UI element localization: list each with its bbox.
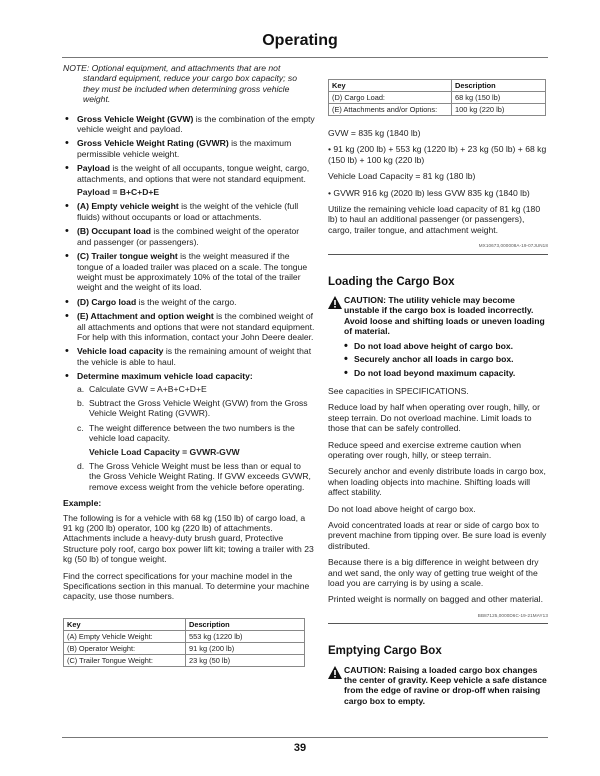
description-cell: 68 kg (150 lb) [452, 92, 546, 104]
paragraph: Avoid concentrated loads at rear or side of cargo box to prevent machine from tipping over. Be sure load is evenly distributed. [328, 519, 547, 551]
step-letter: d. [77, 461, 85, 471]
vlc-result: Vehicle Load Capacity = 81 kg (180 lb) [328, 171, 476, 182]
payload-formula: Payload = B+C+D+E [77, 187, 160, 198]
term: (A) Empty vehicle weight [77, 201, 179, 212]
step-a [77, 384, 315, 394]
section-divider [328, 623, 548, 624]
caution-item: • Do not load beyond maximum capacity. [344, 368, 548, 378]
step-text: The Gross Vehicle Weight must be less than or equal to the Gross Vehicle Weight Rating. If GVW exceeds GVWR, remove excess weight from the vehicle before operating. [89, 461, 311, 492]
column-header: Key [64, 618, 186, 630]
left-column [63, 63, 315, 667]
step-letter: b. [77, 397, 85, 408]
title-divider [62, 57, 548, 58]
definition-occupant-load [63, 226, 315, 247]
section-divider [328, 254, 548, 255]
definition-empty-vehicle-weight [63, 201, 315, 222]
example-table-a-c [63, 618, 305, 667]
gvw-result: GVW = 835 kg (1840 lb) [328, 128, 421, 138]
paragraph: Printed weight is normally on bagged and other material. [328, 594, 543, 605]
paragraph: See capacities in SPECIFICATIONS. [328, 385, 469, 396]
warning-triangle-icon [328, 666, 342, 679]
determine-heading: Determine maximum vehicle load capacity: [77, 371, 253, 382]
column-header: Description [186, 618, 305, 630]
table-row [329, 104, 546, 116]
vlc-calculation: • GVWR 916 kg (2020 lb) less GVW 835 kg (1840 lb) [328, 187, 530, 198]
term: Vehicle load capacity [77, 346, 164, 357]
utilize-text: Utilize the remaining vehicle load capacity of 81 kg (180 lb) to haul an additional passenger (or passengers), cargo, trailer tongue, and attachment weight. [328, 204, 541, 235]
definition-text: is the remaining amount of weight that the vehicle is able to haul. [77, 346, 312, 367]
footer-divider [62, 737, 548, 738]
term: Payload [77, 163, 110, 174]
term: (E) Attachment and option weight [77, 311, 214, 322]
table-row [64, 630, 305, 642]
definition-text: is the combined weight of all attachments and options that were not standard equipment. For help with this information, contact your John Deere dealer. [77, 311, 315, 342]
section-heading-emptying: Emptying Cargo Box [328, 645, 442, 658]
note: NOTE: Optional equipment, and attachments that are not standard equipment, reduce your cargo box capacity; so they must be included when determining gross vehicle weight. [63, 63, 298, 105]
key-cell: (E) Attachments and/or Options: [329, 104, 452, 116]
step-text: Calculate GVW = A+B+C+D+E [89, 383, 207, 394]
term: (D) Cargo load [77, 296, 137, 307]
step-b [77, 398, 315, 419]
example-table-d-e [328, 79, 546, 116]
definition-text: is the weight of all occupants, tongue weight, cargo, attachments, and options that were not standard equipment. [77, 163, 310, 184]
caution-item: • Securely anchor all loads in cargo box. [344, 354, 548, 364]
definition-attachment-weight [63, 311, 315, 342]
definition-vehicle-load-capacity [63, 346, 315, 367]
determine-capacity [63, 371, 315, 492]
definitions-list [63, 114, 315, 493]
term: (C) Trailer tongue weight [77, 251, 178, 262]
description-cell: 91 kg (200 lb) [186, 642, 305, 654]
gvw-calculation: • 91 kg (200 lb) + 553 kg (1220 lb) + 23 kg (50 lb) + 68 kg (150 lb) + 100 kg (220 lb) [328, 144, 547, 165]
reference-code: BB87125,0000D6C-19-21MAY13 [477, 612, 548, 618]
term: Gross Vehicle Weight Rating (GVWR) [77, 138, 229, 149]
definition-text: is the weight of the vehicle (full fluids) without occupants or load or attachments. [77, 201, 299, 222]
example-heading: Example: [63, 498, 102, 509]
step-text: Subtract the Gross Vehicle Weight (GVW) from the Gross Vehicle Weight Rating (GVWR). [89, 397, 308, 419]
warning-triangle-icon [328, 296, 342, 309]
description-cell: 23 kg (50 lb) [186, 654, 305, 666]
definition-text: is the weight of the cargo. [136, 296, 237, 307]
term: Gross Vehicle Weight (GVW) [77, 113, 194, 124]
definition-text: is the combined weight of the operator and passenger (or passengers). [77, 226, 300, 247]
paragraph: Reduce load by half when operating over rough, hilly, or steep terrain. Do not overload machine. Limit loads to those that can be safely controlled. [328, 402, 540, 434]
paragraph: Because there is a big difference in weight between dry and wet sand, the only way of getting true weight of the load you are carrying is by using a scale. [328, 557, 539, 588]
caution-list [328, 341, 548, 378]
step-text: The weight difference between the two numbers is the vehicle load capacity. [89, 422, 295, 444]
definition-cargo-load [63, 297, 315, 307]
reference-code: MX10673,000008A-19-07JUN18 [478, 243, 548, 249]
step-letter: a. [77, 383, 85, 394]
key-cell: (A) Empty Vehicle Weight: [64, 630, 186, 642]
key-cell: (B) Operator Weight: [64, 642, 186, 654]
key-cell: (C) Trailer Tongue Weight: [64, 654, 186, 666]
paragraph: Reduce speed and exercise extreme caution when operating over rough, hilly, or steep terrain. [328, 439, 521, 460]
caution-item: • Do not load above height of cargo box. [344, 341, 548, 351]
section-heading-loading: Loading the Cargo Box [328, 275, 455, 288]
description-cell: 100 kg (220 lb) [452, 104, 546, 116]
caution-text: CAUTION: Raising a loaded cargo box changes the center of gravity. Keep vehicle a safe distance from the edge of ravine or drop-off when raising cargo box to empty. [344, 664, 547, 706]
page-title: Operating [262, 32, 338, 49]
caution-loading [328, 295, 548, 337]
steps-list [77, 384, 315, 493]
column-header: Key [329, 80, 452, 92]
specs-text: Find the correct specifications for your machine model in the Specifications section in this manual. To determine your machine capacity, use those numbers. [63, 570, 310, 602]
paragraph: Securely anchor and evenly distribute loads in cargo box, when loading objects into machine. Shifting loads will affect stability. [328, 466, 546, 498]
definition-text: is the combination of the empty vehicle weight and payload. [77, 113, 315, 135]
definition-text: is the weight measured if the tongue of a loaded trailer was placed on a scale. The tongue weight must be approximately 10% of the total of the trailer weight and the weight of its load. [77, 251, 308, 293]
step-c [77, 423, 315, 457]
term: (B) Occupant load [77, 226, 152, 237]
right-column [328, 63, 548, 710]
step-letter: c. [77, 422, 84, 433]
table-row [64, 654, 305, 666]
page-number: 39 [293, 742, 307, 754]
definition-gvw [63, 114, 315, 135]
table-row [64, 642, 305, 654]
example-text: The following is for a vehicle with 68 kg (150 lb) of cargo load, a 91 kg (200 lb) operator, 100 kg (220 lb) of attachments. Attachments include a heavy-duty brush guard, Protective Structure poly roof, cargo box power lift kit; towing a trailer with 23 kg (50 lb) of tongue weight. [63, 512, 314, 565]
definition-trailer-tongue-weight [63, 251, 315, 293]
paragraph: Do not load above height of cargo box. [328, 503, 476, 514]
definition-gvwr [63, 138, 315, 159]
column-header: Description [452, 80, 546, 92]
description-cell: 553 kg (1220 lb) [186, 630, 305, 642]
definition-payload [63, 163, 315, 197]
table-header-row [64, 618, 305, 630]
vlc-formula: Vehicle Load Capacity = GVWR-GVW [89, 446, 240, 457]
caution-text: CAUTION: The utility vehicle may become unstable if the cargo box is loaded incorrectly. Avoid loose and shifting loads or uneven loading of material. [344, 295, 545, 337]
table-header-row [329, 80, 546, 92]
caution-emptying [328, 665, 548, 707]
step-d [77, 461, 315, 492]
table-row [329, 92, 546, 104]
key-cell: (D) Cargo Load: [329, 92, 452, 104]
definition-text: is the maximum permissible vehicle weight. [77, 138, 292, 159]
